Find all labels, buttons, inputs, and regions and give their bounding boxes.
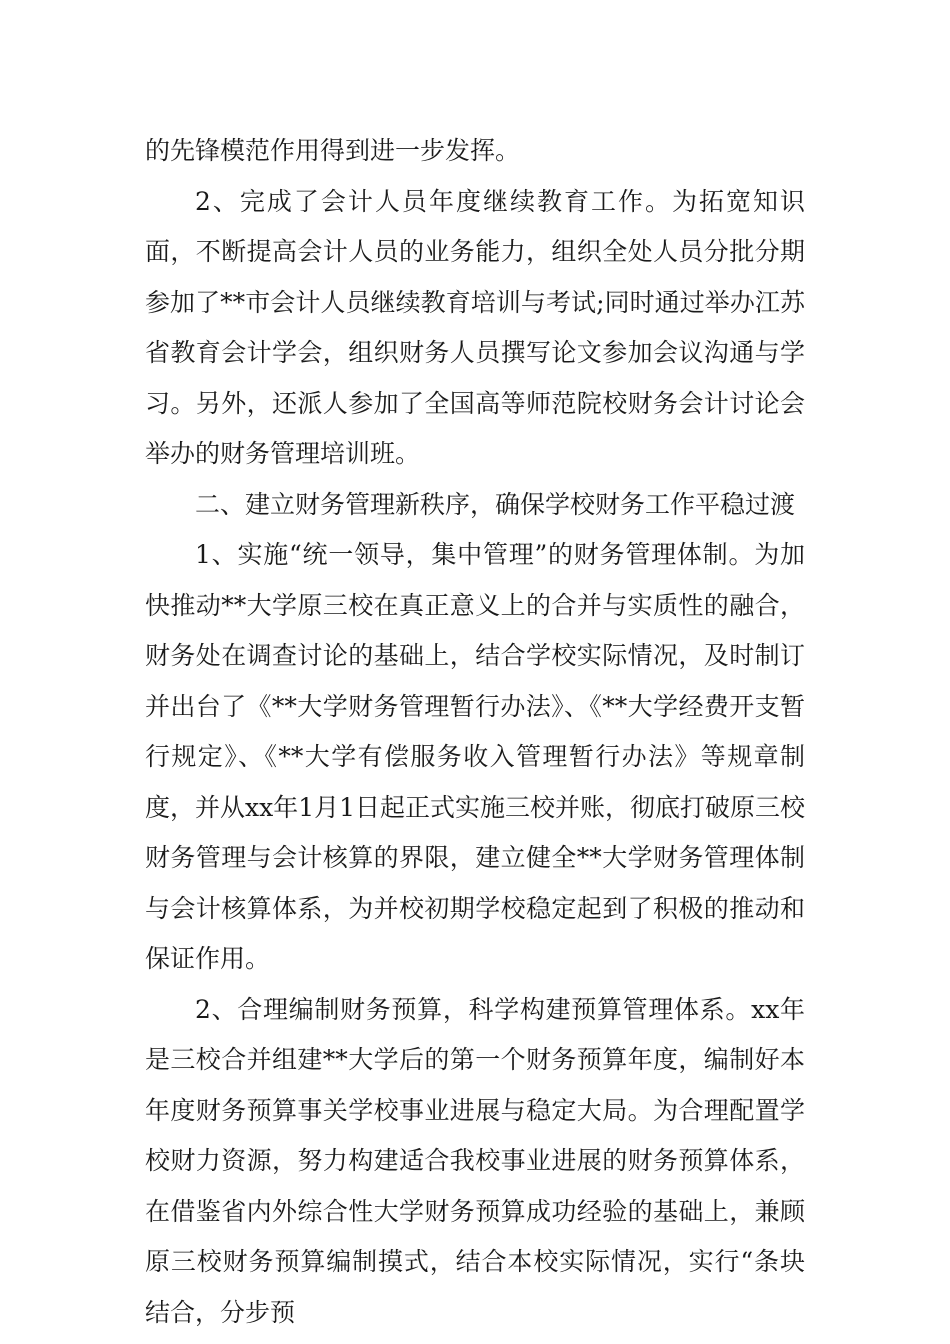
paragraph-management-system: 1、实施“统一领导，集中管理”的财务管理体制。为加快推动**大学原三校在真正意义上的合并与实质性的融合，财务处在调查讨论的基础上，结合学校实际情况，及时制订并出台了《**大学财务管理暂行办法》、《**大学经费开支暂行规定》、《**大学有偿服务收入管理暂行办法》等规章制度，并从xx年1月1日起正式实施三校并账，彻底打破原三校财务管理与会计核算的界限，建立健全**大学财务管理体制与会计核算体系，为并校初期学校稳定起到了积极的推动和保证作用。 xyxy=(145,540,806,973)
section-heading-financial-order: 二、建立财务管理新秩序，确保学校财务工作平稳过渡 xyxy=(195,489,796,519)
document-body xyxy=(145,126,805,1338)
paragraph-budget: 2、合理编制财务预算，科学构建预算管理体系。xx年是三校合并组建**大学后的第一个财务预算年度，编制好本年度财务预算事关学校事业进展与稳定大局。为合理配置学校财力资源，努力构建适合我校事业进展的财务预算体系，在借鉴省内外综合性大学财务预算成功经验的基础上，兼顾原三校财务预算编制摸式，结合本校实际情况，实行“条块结合，分步预 xyxy=(145,994,805,1327)
paragraph-continuing-education: 2、完成了会计人员年度继续教育工作。为拓宽知识面，不断提高会计人员的业务能力，组织全处人员分批分期参加了**市会计人员继续教育培训与考试;同时通过举办江苏省教育会计学会，组织财务人员撰写论文参加会议沟通与学习。另外，还派人参加了全国高等师范院校财务会计讨论会举办的财务管理培训班。 xyxy=(145,186,805,468)
paragraph-continuation: 的先锋模范作用得到进一步发挥。 xyxy=(145,136,521,165)
